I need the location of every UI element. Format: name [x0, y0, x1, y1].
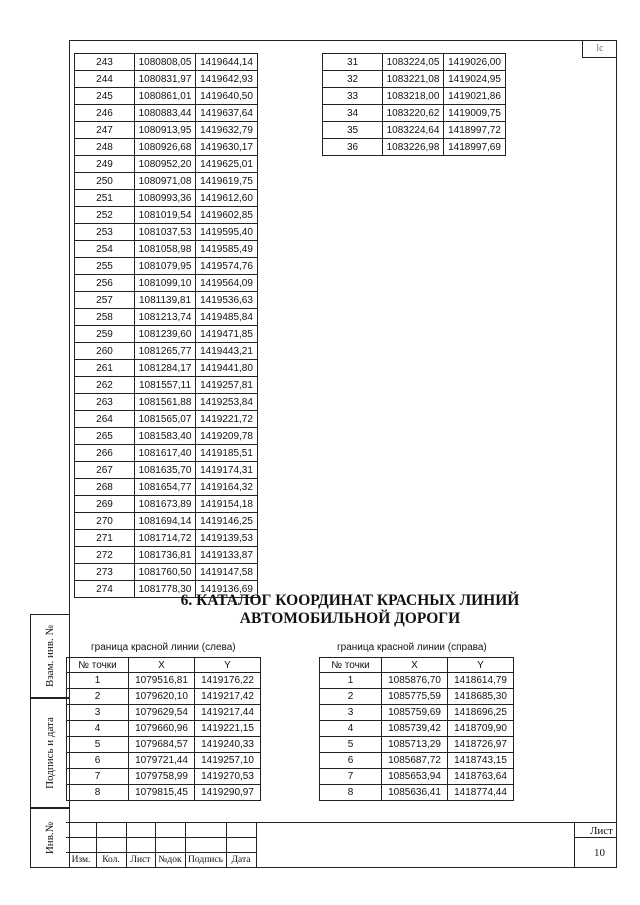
x-coordinate: 1080993,36: [135, 190, 196, 207]
y-coordinate: 1419147,58: [196, 564, 258, 581]
table-row: [67, 769, 261, 785]
x-coordinate: 1081673,89: [135, 496, 196, 513]
x-coordinate: 1079660,96: [129, 721, 195, 737]
table-row: [75, 122, 258, 139]
x-coordinate: 1081557,11: [135, 377, 196, 394]
y-coordinate: 1418997,72: [444, 122, 506, 139]
y-coordinate: 1419441,80: [196, 360, 258, 377]
point-number: 33: [323, 88, 383, 105]
point-number: 253: [75, 224, 135, 241]
table-row: [320, 737, 514, 753]
x-coordinate: 1081265,77: [135, 343, 196, 360]
y-coordinate: 1419209,78: [196, 428, 258, 445]
y-coordinate: 1419485,84: [196, 309, 258, 326]
col-header-point: № точки: [320, 658, 382, 673]
point-number: 274: [75, 581, 135, 598]
y-coordinate: 1419174,31: [196, 462, 258, 479]
point-number: 266: [75, 445, 135, 462]
y-coordinate: 1419644,14: [196, 54, 258, 71]
x-coordinate: 1081239,60: [135, 326, 196, 343]
point-number: 5: [67, 737, 129, 753]
y-coordinate: 1418726,97: [448, 737, 514, 753]
table-row: [323, 88, 506, 105]
x-coordinate: 1083224,64: [383, 122, 444, 139]
side-label-vzam: Взам. инв. №: [44, 625, 56, 687]
table-row: [320, 689, 514, 705]
stamp-label-podpis: Подпись: [188, 855, 223, 865]
y-coordinate: 1419240,33: [195, 737, 261, 753]
x-coordinate: 1079629,54: [129, 705, 195, 721]
x-coordinate: 1080831,97: [135, 71, 196, 88]
sheet-label: Лист: [589, 825, 613, 837]
point-number: 6: [67, 753, 129, 769]
y-coordinate: 1419257,81: [196, 377, 258, 394]
table-row: [323, 71, 506, 88]
x-coordinate: 1080913,95: [135, 122, 196, 139]
x-coordinate: 1081617,40: [135, 445, 196, 462]
table-row: [75, 156, 258, 173]
point-number: 249: [75, 156, 135, 173]
table-row: [75, 71, 258, 88]
x-coordinate: 1081760,50: [135, 564, 196, 581]
table-row: [323, 105, 506, 122]
point-number: 8: [67, 785, 129, 801]
x-coordinate: 1085713,29: [382, 737, 448, 753]
y-coordinate: 1419625,01: [196, 156, 258, 173]
y-coordinate: 1418774,44: [448, 785, 514, 801]
side-box-inv: [30, 808, 70, 868]
table-row: [75, 258, 258, 275]
table-row: [323, 122, 506, 139]
y-coordinate: 1418709,90: [448, 721, 514, 737]
x-coordinate: 1081565,07: [135, 411, 196, 428]
point-number: 243: [75, 54, 135, 71]
point-number: 271: [75, 530, 135, 547]
y-coordinate: 1419026,00: [444, 54, 506, 71]
table-row: [75, 241, 258, 258]
col-header-point: № точки: [67, 658, 129, 673]
point-number: 272: [75, 547, 135, 564]
col-header-x: X: [382, 658, 448, 673]
point-number: 4: [67, 721, 129, 737]
side-label-inv: Инв.№: [44, 821, 56, 855]
y-coordinate: 1419443,21: [196, 343, 258, 360]
table-row: [75, 207, 258, 224]
coordinates-table-top-right: [322, 53, 506, 156]
point-number: 259: [75, 326, 135, 343]
y-coordinate: 1419185,51: [196, 445, 258, 462]
x-coordinate: 1080808,05: [135, 54, 196, 71]
section-title-line1: 6. КАТАЛОГ КООРДИНАТ КРАСНЫХ ЛИНИЙ: [180, 592, 520, 609]
point-number: 254: [75, 241, 135, 258]
table-row: [67, 753, 261, 769]
x-coordinate: 1085636,41: [382, 785, 448, 801]
table-row: [320, 721, 514, 737]
y-coordinate: 1419536,63: [196, 292, 258, 309]
point-number: 31: [323, 54, 383, 71]
y-coordinate: 1419021,86: [444, 88, 506, 105]
table-row: [75, 173, 258, 190]
table-row: [75, 377, 258, 394]
point-number: 1: [320, 673, 382, 689]
table-row: [75, 496, 258, 513]
y-coordinate: 1419602,85: [196, 207, 258, 224]
x-coordinate: 1081099,10: [135, 275, 196, 292]
x-coordinate: 1080883,44: [135, 105, 196, 122]
point-number: 269: [75, 496, 135, 513]
point-number: 251: [75, 190, 135, 207]
x-coordinate: 1080926,68: [135, 139, 196, 156]
point-number: 263: [75, 394, 135, 411]
point-number: 265: [75, 428, 135, 445]
point-number: 255: [75, 258, 135, 275]
point-number: 8: [320, 785, 382, 801]
x-coordinate: 1081583,40: [135, 428, 196, 445]
x-coordinate: 1080971,08: [135, 173, 196, 190]
right-boundary-caption: граница красной линии (справа): [337, 642, 487, 653]
point-number: 256: [75, 275, 135, 292]
x-coordinate: 1081019,54: [135, 207, 196, 224]
point-number: 245: [75, 88, 135, 105]
stamp-label-ndok: №док: [158, 855, 182, 865]
y-coordinate: 1419585,49: [196, 241, 258, 258]
x-coordinate: 1081654,77: [135, 479, 196, 496]
y-coordinate: 1419290,97: [195, 785, 261, 801]
table-row: [75, 547, 258, 564]
y-coordinate: 1419574,76: [196, 258, 258, 275]
y-coordinate: 1419612,60: [196, 190, 258, 207]
point-number: 4: [320, 721, 382, 737]
y-coordinate: 1419221,72: [196, 411, 258, 428]
table-row: [75, 292, 258, 309]
y-coordinate: 1419133,87: [196, 547, 258, 564]
table-row: [323, 54, 506, 71]
table-row: [75, 394, 258, 411]
table-row: [67, 705, 261, 721]
table-row: [75, 224, 258, 241]
point-number: 268: [75, 479, 135, 496]
section-title-line2: АВТОМОБИЛЬНОЙ ДОРОГИ: [239, 610, 461, 627]
point-number: 36: [323, 139, 383, 156]
y-coordinate: 1418696,25: [448, 705, 514, 721]
title-block: [66, 822, 617, 868]
x-coordinate: 1079758,99: [129, 769, 195, 785]
stamp-label-izm: Изм.: [71, 855, 91, 865]
table-row: [67, 721, 261, 737]
point-number: 35: [323, 122, 383, 139]
x-coordinate: 1085739,42: [382, 721, 448, 737]
y-coordinate: 1419164,32: [196, 479, 258, 496]
x-coordinate: 1081561,88: [135, 394, 196, 411]
x-coordinate: 1079684,57: [129, 737, 195, 753]
x-coordinate: 1079516,81: [129, 673, 195, 689]
x-coordinate: 1081037,53: [135, 224, 196, 241]
table-row: [320, 673, 514, 689]
x-coordinate: 1080952,20: [135, 156, 196, 173]
corner-mark: lc: [582, 40, 617, 58]
x-coordinate: 1080861,01: [135, 88, 196, 105]
table-row: [75, 54, 258, 71]
x-coordinate: 1083220,62: [383, 105, 444, 122]
table-row: [75, 428, 258, 445]
x-coordinate: 1085775,59: [382, 689, 448, 705]
point-number: 244: [75, 71, 135, 88]
y-coordinate: 1419642,93: [196, 71, 258, 88]
col-header-y: Y: [195, 658, 261, 673]
x-coordinate: 1085876,70: [382, 673, 448, 689]
table-row: [67, 785, 261, 801]
y-coordinate: 1419176,22: [195, 673, 261, 689]
point-number: 1: [67, 673, 129, 689]
table-row: [75, 190, 258, 207]
point-number: 5: [320, 737, 382, 753]
x-coordinate: 1081079,95: [135, 258, 196, 275]
x-coordinate: 1079815,45: [129, 785, 195, 801]
point-number: 246: [75, 105, 135, 122]
left-boundary-caption: граница красной линии (слева): [91, 642, 236, 653]
x-coordinate: 1081139,81: [135, 292, 196, 309]
table-row: [320, 705, 514, 721]
point-number: 252: [75, 207, 135, 224]
x-coordinate: 1083218,00: [383, 88, 444, 105]
point-number: 6: [320, 753, 382, 769]
x-coordinate: 1081213,74: [135, 309, 196, 326]
y-coordinate: 1419632,79: [196, 122, 258, 139]
y-coordinate: 1419136,69: [196, 581, 258, 598]
y-coordinate: 1419221,15: [195, 721, 261, 737]
point-number: 258: [75, 309, 135, 326]
right-boundary-table: [319, 657, 514, 801]
col-header-y: Y: [448, 658, 514, 673]
y-coordinate: 1419146,25: [196, 513, 258, 530]
point-number: 32: [323, 71, 383, 88]
y-coordinate: 1419564,09: [196, 275, 258, 292]
y-coordinate: 1419009,75: [444, 105, 506, 122]
y-coordinate: 1419270,53: [195, 769, 261, 785]
y-coordinate: 1419595,40: [196, 224, 258, 241]
point-number: 2: [67, 689, 129, 705]
y-coordinate: 1418997,69: [444, 139, 506, 156]
point-number: 3: [320, 705, 382, 721]
point-number: 248: [75, 139, 135, 156]
table-row: [75, 445, 258, 462]
y-coordinate: 1419024,95: [444, 71, 506, 88]
x-coordinate: 1081714,72: [135, 530, 196, 547]
stamp-label-list: Лист: [130, 855, 151, 865]
y-coordinate: 1419154,18: [196, 496, 258, 513]
table-row: [75, 343, 258, 360]
point-number: 3: [67, 705, 129, 721]
y-coordinate: 1419217,42: [195, 689, 261, 705]
table-row: [320, 753, 514, 769]
y-coordinate: 1419253,84: [196, 394, 258, 411]
x-coordinate: 1081778,30: [135, 581, 196, 598]
coordinates-table-top-left: [74, 53, 258, 598]
col-header-x: X: [129, 658, 195, 673]
point-number: 267: [75, 462, 135, 479]
table-row: [75, 411, 258, 428]
table-row: [75, 326, 258, 343]
table-row: [75, 513, 258, 530]
table-row: [320, 769, 514, 785]
table-row: [75, 309, 258, 326]
y-coordinate: 1419630,17: [196, 139, 258, 156]
point-number: 34: [323, 105, 383, 122]
side-box-vzam: [30, 614, 70, 698]
x-coordinate: 1083226,98: [383, 139, 444, 156]
x-coordinate: 1081736,81: [135, 547, 196, 564]
table-row: [67, 673, 261, 689]
point-number: 250: [75, 173, 135, 190]
left-boundary-table: [66, 657, 261, 801]
y-coordinate: 1419217,44: [195, 705, 261, 721]
x-coordinate: 1085687,72: [382, 753, 448, 769]
y-coordinate: 1418685,30: [448, 689, 514, 705]
point-number: 260: [75, 343, 135, 360]
y-coordinate: 1419640,50: [196, 88, 258, 105]
table-row: [75, 462, 258, 479]
point-number: 7: [320, 769, 382, 785]
x-coordinate: 1081694,14: [135, 513, 196, 530]
table-row: [75, 360, 258, 377]
x-coordinate: 1081058,98: [135, 241, 196, 258]
table-row: [75, 139, 258, 156]
x-coordinate: 1085653,94: [382, 769, 448, 785]
x-coordinate: 1081284,17: [135, 360, 196, 377]
table-row: [323, 139, 506, 156]
y-coordinate: 1419139,53: [196, 530, 258, 547]
x-coordinate: 1083224,05: [383, 54, 444, 71]
page-number: 10: [594, 847, 605, 859]
table-row: [75, 275, 258, 292]
table-row: [67, 737, 261, 753]
point-number: 273: [75, 564, 135, 581]
x-coordinate: 1085759,69: [382, 705, 448, 721]
y-coordinate: 1419257,10: [195, 753, 261, 769]
y-coordinate: 1418743,15: [448, 753, 514, 769]
table-row: [75, 88, 258, 105]
y-coordinate: 1418763,64: [448, 769, 514, 785]
point-number: 270: [75, 513, 135, 530]
stamp-label-data: Дата: [231, 855, 251, 865]
point-number: 247: [75, 122, 135, 139]
side-label-podpis: Подпись и дата: [44, 717, 56, 789]
x-coordinate: 1079721,44: [129, 753, 195, 769]
table-row: [75, 564, 258, 581]
x-coordinate: 1083221,08: [383, 71, 444, 88]
point-number: 2: [320, 689, 382, 705]
side-box-podpis: [30, 698, 70, 808]
x-coordinate: 1079620,10: [129, 689, 195, 705]
table-row: [75, 530, 258, 547]
point-number: 264: [75, 411, 135, 428]
table-row: [67, 689, 261, 705]
y-coordinate: 1419619,75: [196, 173, 258, 190]
point-number: 7: [67, 769, 129, 785]
stamp-label-kol: Кол.: [102, 855, 120, 865]
table-row: [320, 785, 514, 801]
y-coordinate: 1419471,85: [196, 326, 258, 343]
table-row: [75, 105, 258, 122]
table-row: [75, 479, 258, 496]
point-number: 257: [75, 292, 135, 309]
y-coordinate: 1418614,79: [448, 673, 514, 689]
x-coordinate: 1081635,70: [135, 462, 196, 479]
y-coordinate: 1419637,64: [196, 105, 258, 122]
point-number: 262: [75, 377, 135, 394]
point-number: 261: [75, 360, 135, 377]
